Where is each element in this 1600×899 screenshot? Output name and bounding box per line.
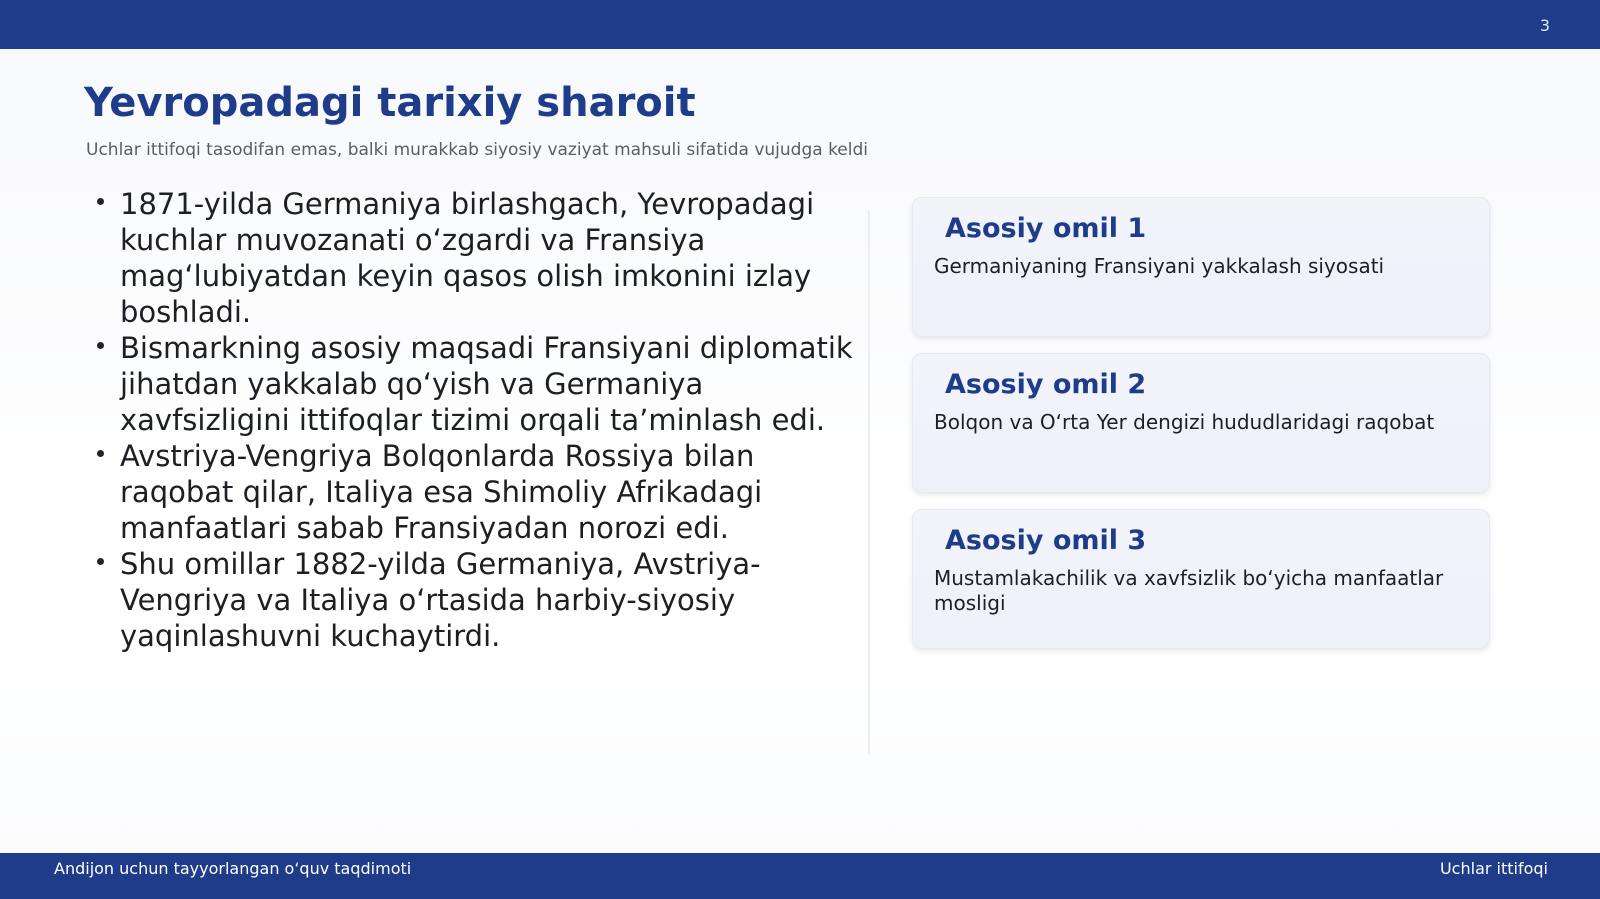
- bullet-text: Avstriya-Vengriya Bolqonlarda Rossiya bilan raqobat qilar, Italiya esa Shimoliy Afrikadagi manfaatlari sabab Fransiyadan norozi edi.: [120, 439, 763, 545]
- slide-subtitle: Uchlar ittifoqi tasodifan emas, balki murakkab siyosiy vaziyat mahsuli sifatida vujudga keldi: [86, 140, 869, 160]
- factor-card-3: [912, 509, 1490, 649]
- column-divider: [868, 210, 870, 755]
- bullet-dot-icon: [97, 558, 104, 565]
- bullet-text: Shu omillar 1882-yilda Germaniya, Avstriya-Vengriya va Italiya o‘rtasida harbiy-siyosiy yaqinlashuvni kuchaytirdi.: [120, 547, 761, 653]
- bullet-dot-icon: [97, 198, 104, 205]
- factor-card-2: [912, 353, 1490, 493]
- card-title: Asosiy omil 1: [945, 213, 1147, 244]
- bullet-item: [94, 330, 854, 438]
- top-bar: [0, 0, 1600, 49]
- card-title: Asosiy omil 3: [945, 525, 1147, 556]
- slide-title: Yevropadagi tarixiy sharoit: [84, 80, 696, 126]
- card-text: Germaniyaning Fransiyani yakkalash siyosati: [934, 254, 1385, 278]
- bullet-item: [94, 186, 854, 330]
- card-text: Bolqon va O‘rta Yer dengizi hududlaridagi raqobat: [934, 410, 1435, 434]
- page-number: 3: [1539, 16, 1550, 35]
- footer-left-text: Andijon uchun tayyorlangan o‘quv taqdimoti: [54, 859, 412, 878]
- bullet-text: Bismarkning asosiy maqsadi Fransiyani diplomatik jihatdan yakkalab qo‘yish va Germaniya xavfsizligini ittifoqlar tizimi orqali ta’minlash edi.: [120, 331, 853, 437]
- factor-card-1: [912, 197, 1490, 337]
- bullet-dot-icon: [97, 342, 104, 349]
- footer-right-text: Uchlar ittifoqi: [1439, 859, 1548, 878]
- card-text: Mustamlakachilik va xavfsizlik bo‘yicha manfaatlar mosligi: [934, 566, 1444, 615]
- bullet-list: [94, 186, 854, 654]
- bullet-item: [94, 438, 854, 546]
- card-title: Asosiy omil 2: [945, 369, 1147, 400]
- bullet-dot-icon: [97, 450, 104, 457]
- bullet-item: [94, 546, 854, 654]
- bullet-text: 1871-yilda Germaniya birlashgach, Yevropadagi kuchlar muvozanati o‘zgardi va Fransiya mag‘lubiyatdan keyin qasos olish imkonini izlay boshladi.: [120, 187, 815, 329]
